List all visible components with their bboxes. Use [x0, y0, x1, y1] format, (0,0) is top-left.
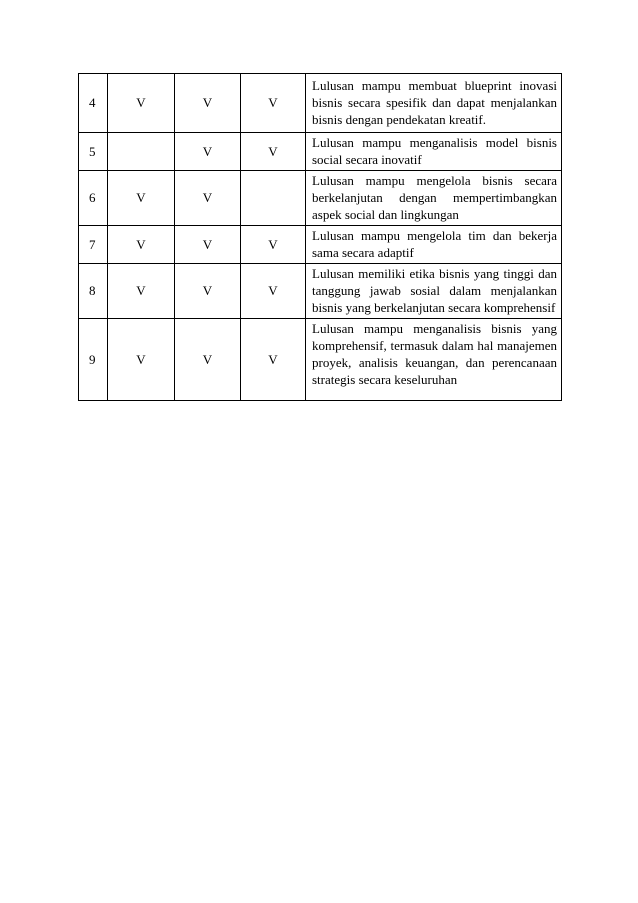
row-number: 7 [79, 226, 108, 264]
check-mark: V [175, 319, 241, 401]
outcome-description: Lulusan mampu menganalisis model bisnis social secara inovatif [306, 133, 562, 171]
outcome-description: Lulusan mampu membuat blueprint inovasi bisnis secara spesifik dan dapat menjalankan bisnis dengan pendekatan kreatif. [306, 74, 562, 133]
check-mark: V [241, 133, 306, 171]
check-mark: V [108, 264, 175, 319]
check-mark: V [241, 226, 306, 264]
table-row [79, 133, 562, 171]
learning-outcomes-table [78, 73, 562, 401]
table-row [79, 74, 562, 133]
check-mark: V [175, 133, 241, 171]
row-number: 9 [79, 319, 108, 401]
check-mark: V [241, 74, 306, 133]
check-mark [108, 133, 175, 171]
check-mark: V [108, 226, 175, 264]
check-mark: V [108, 171, 175, 226]
row-number: 4 [79, 74, 108, 133]
outcome-description: Lulusan mampu menganalisis bisnis yang komprehensif, termasuk dalam hal manajemen proyek, analisis keuangan, dan perencanaan strategis secara keseluruhan [306, 319, 562, 401]
table-row [79, 226, 562, 264]
check-mark [241, 171, 306, 226]
row-number: 5 [79, 133, 108, 171]
check-mark: V [175, 226, 241, 264]
check-mark: V [108, 74, 175, 133]
table-row [79, 264, 562, 319]
row-number: 6 [79, 171, 108, 226]
check-mark: V [108, 319, 175, 401]
row-number: 8 [79, 264, 108, 319]
check-mark: V [241, 319, 306, 401]
check-mark: V [175, 74, 241, 133]
table-row [79, 171, 562, 226]
table-row [79, 319, 562, 401]
check-mark: V [175, 264, 241, 319]
check-mark: V [241, 264, 306, 319]
outcome-description: Lulusan mampu mengelola tim dan bekerja sama secara adaptif [306, 226, 562, 264]
check-mark: V [175, 171, 241, 226]
outcome-description: Lulusan memiliki etika bisnis yang tinggi dan tanggung jawab sosial dalam menjalankan bisnis yang berkelanjutan secara komprehensif [306, 264, 562, 319]
outcome-description: Lulusan mampu mengelola bisnis secara berkelanjutan dengan mempertimbangkan aspek social dan lingkungan [306, 171, 562, 226]
